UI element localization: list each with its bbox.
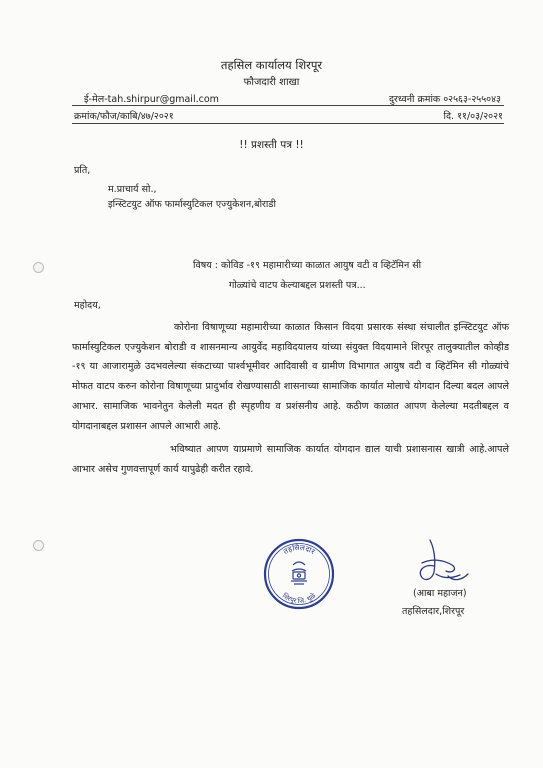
handwritten-signature xyxy=(412,538,472,586)
letter-date: दि. ११/०३/२०२१ xyxy=(443,111,503,122)
signatory-designation: तहसिलदार,शिरपूर xyxy=(402,606,465,617)
emblem-icon xyxy=(291,562,307,584)
phone-line: दुरध्वनी क्रमांक ०२५६३-२५५०४३ xyxy=(388,94,501,105)
body-paragraph-1: कोरोना विषाणूच्या महामारीच्या काळात किसान विदया प्रसारक संस्था संचालीत इन्स्टिटयुट ऑफ फार्मास्युटिकल एज्युकेशन बोराडी व शासनमान्य आयुर्वेद महाविदयालय यांच्या संयुक्त विदयामाने शिरपूर तालुक्यातील कोव्हीड -१९ या आजारामुळे उदभवलेल्या संकटाच्या पार्श्वभूमीवर आदिवासी व ग्रामीण विभागात आयुष वटी व व्हिटॅमिन सी गोळ्यांचे मोफत वाटप करुन कोरोना विषाणूच्या प्रादुर्भाव रोखण्यासाठी शासनाच्या सामाजिक कार्यात मोलाचे योगदान दिल्या बदल आपले आभार. सामाजिक भावनेतुन केलेली मदत ही स्पृहणीय व प्रशंसनीय आहे. कठीण काळात आपण केलेल्या मदतीबद्दल व योगदानाबद्दल प्रशासन आपले आभारी आहे. xyxy=(72,322,509,432)
subject-line-2: गोळ्यांचे वाटप केल्याबद्दल प्रशस्ती पत्र... xyxy=(229,280,366,291)
reference-number: क्रमांक/फौज/काबि/४७/२०२१ xyxy=(74,111,174,122)
body-paragraph-2: भविष्यात आपण याप्रमाणे सामाजिक कार्यात योगदान द्याल याची प्रशासनास खात्री आहे.आपले आभार असेच गुणवत्तापूर्ण कार्य यापुढेही करीत रहावे. xyxy=(72,444,509,475)
header-rule-2 xyxy=(72,123,504,124)
letter-title: !! प्रशस्ती पत्र !! xyxy=(239,139,304,151)
letter-body xyxy=(72,318,509,480)
recipient-line-1: म.प्राचार्य सो., xyxy=(108,184,157,195)
recipient-line-2: इन्स्टिटयुट ऑफ फार्मास्युटिकल एज्युकेशन,बोराडी xyxy=(108,199,276,210)
tahsildar-seal xyxy=(263,538,335,610)
signatory-name: (आबा महाजन) xyxy=(413,588,467,599)
salutation: महोदय, xyxy=(74,300,101,311)
svg-text:शिरपूर जि. धुळे xyxy=(281,591,318,605)
svg-text:तहसिलदार xyxy=(282,543,318,557)
email-line: ई-मेल-tah.shirpur@gmail.com xyxy=(84,94,219,105)
seal-bottom-text: शिरपूर जि. धुळे xyxy=(280,591,318,606)
branch-name: फौजदारी शाखा xyxy=(243,77,300,88)
punch-hole-bottom xyxy=(33,540,44,551)
seal-top-text: तहसिलदार xyxy=(281,542,317,557)
header-rule-1 xyxy=(72,105,504,106)
office-name: तहसिल कार्यालय शिरपूर xyxy=(220,58,323,72)
punch-hole-top xyxy=(33,262,44,273)
recipient-prefix: प्रति, xyxy=(74,165,91,176)
subject-line-1: विषय : कोविड -१९ महामारीच्या काळात आयुष वटी व व्हिटॅमिन सी xyxy=(193,260,422,271)
